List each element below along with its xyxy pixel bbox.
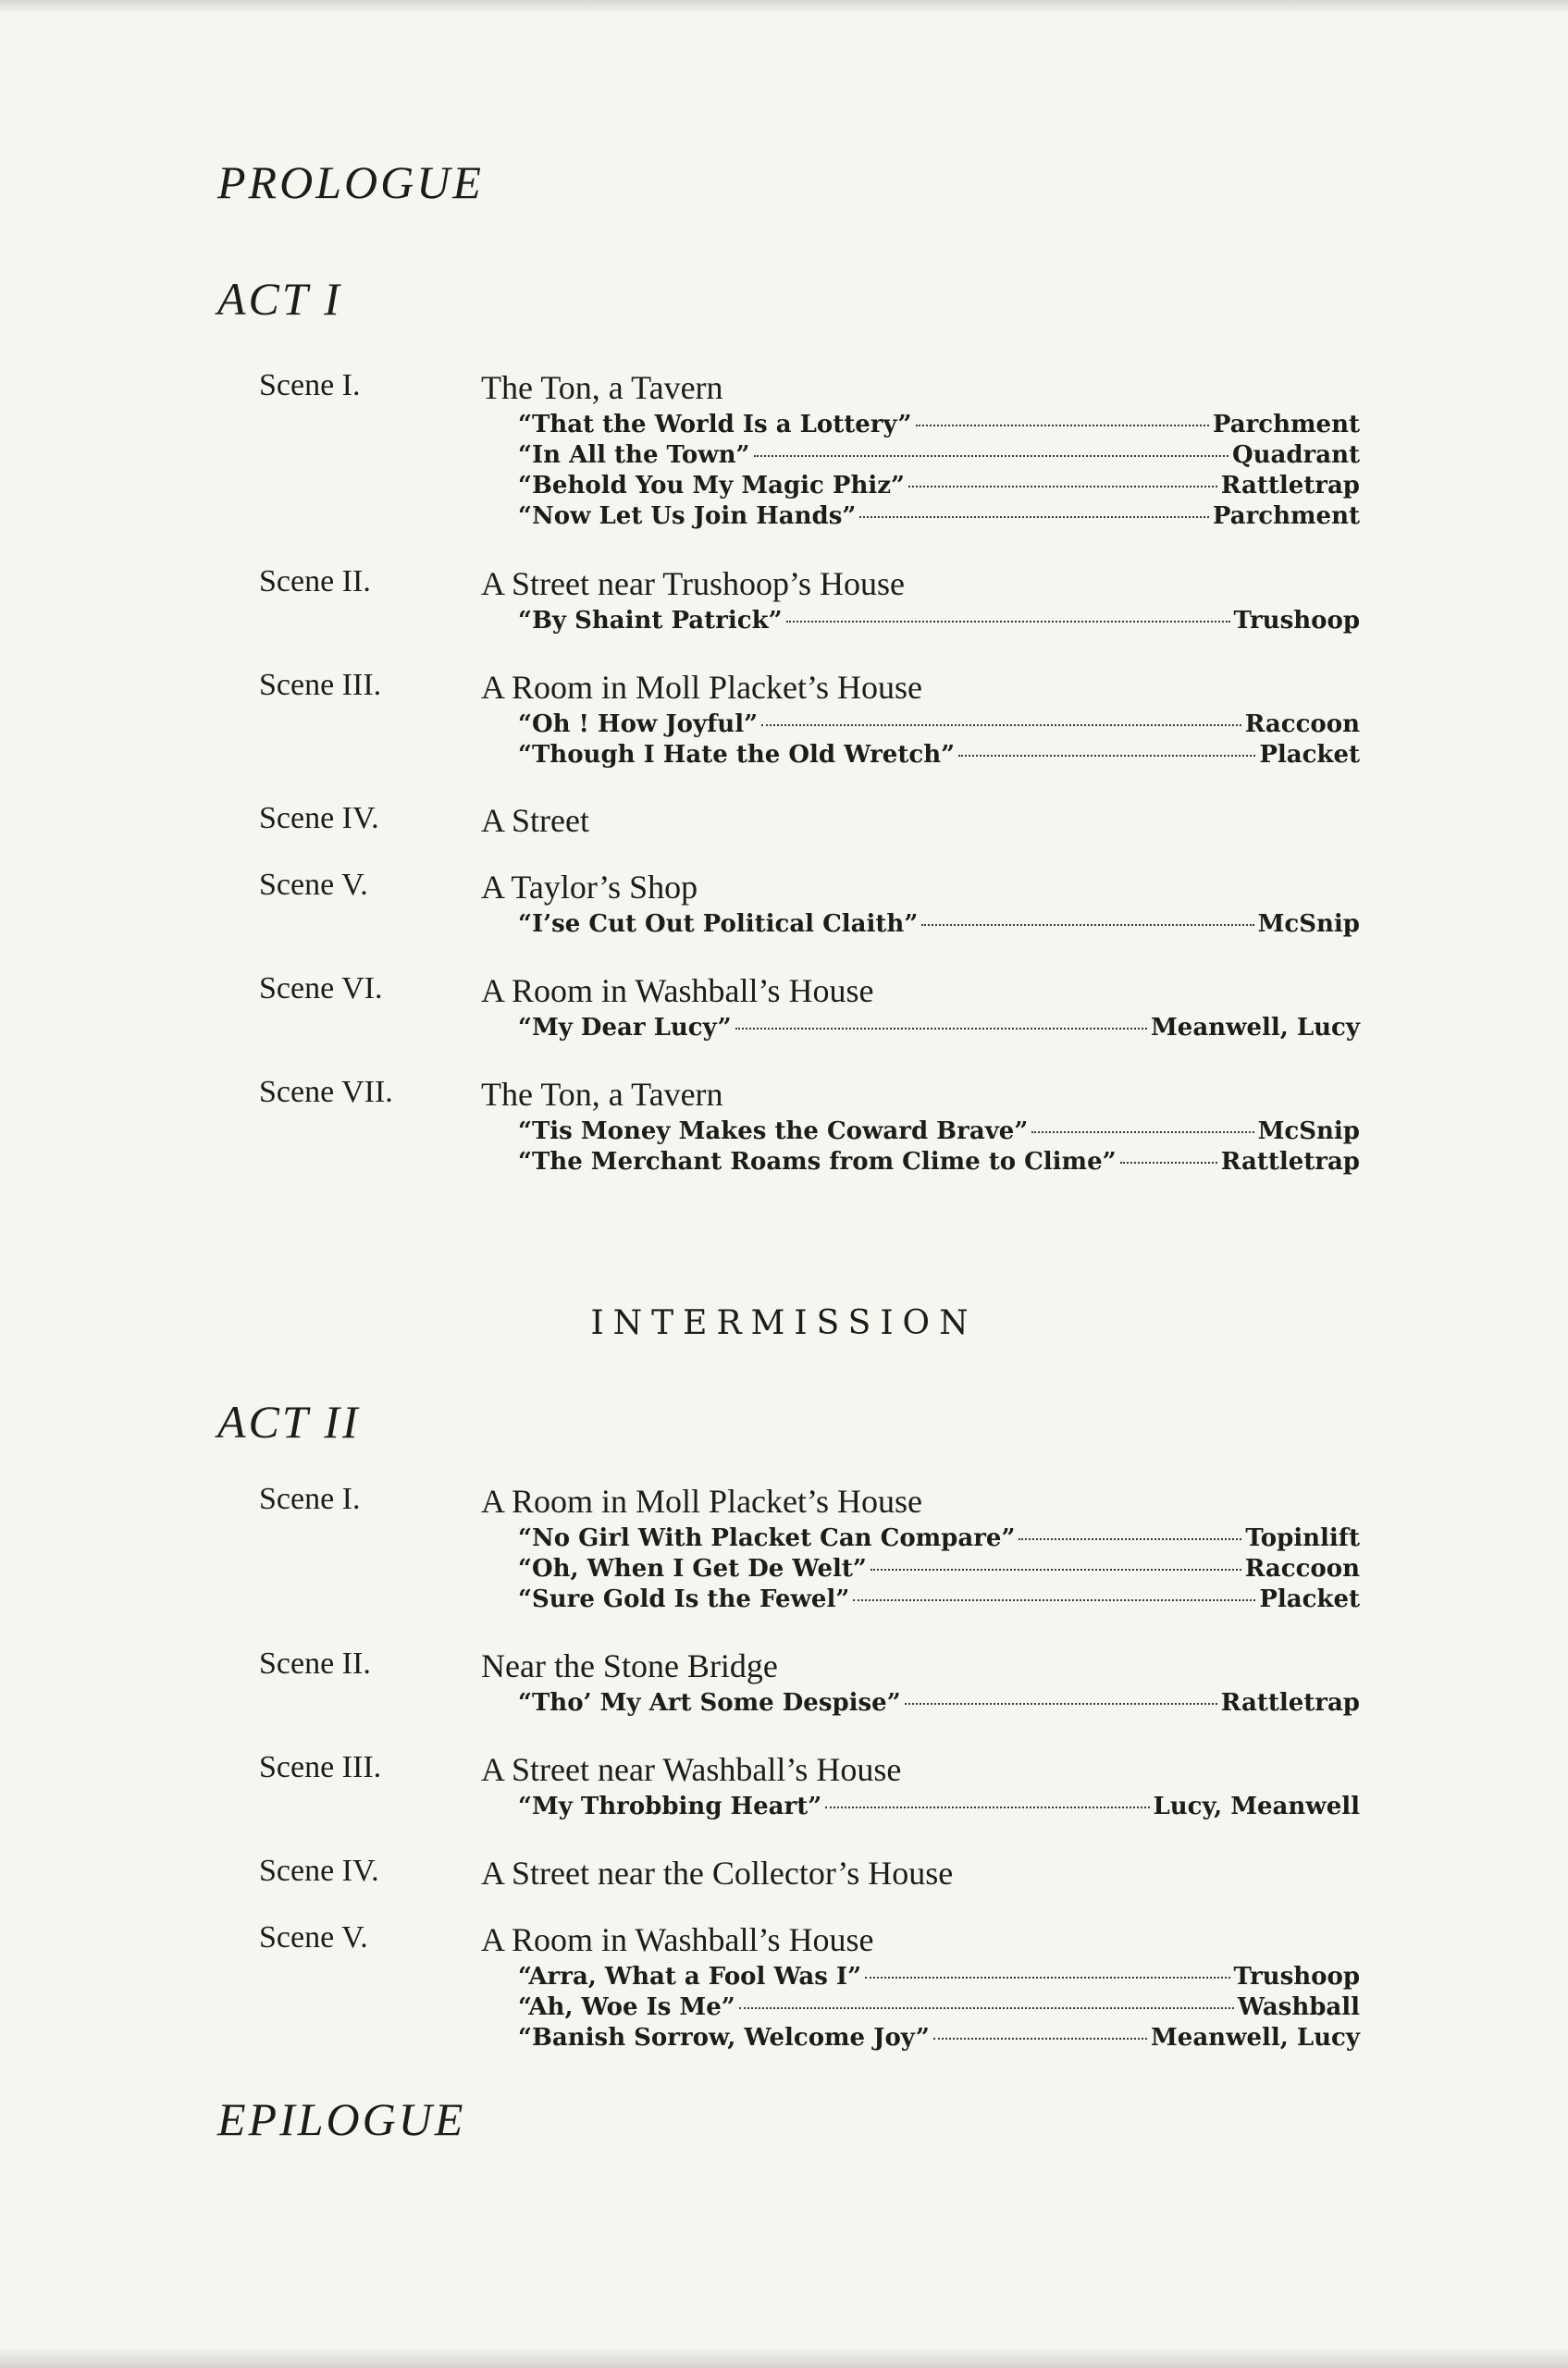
song-line	[518, 710, 1360, 741]
song-character: Trushoop	[1233, 607, 1360, 635]
dot-leader	[825, 1807, 1149, 1808]
act-2-heading: ACT II	[217, 1396, 361, 1448]
song-character: Placket	[1259, 741, 1360, 769]
song-list	[518, 1117, 1360, 1178]
song-title: “Tis Money Makes the Coward Brave”	[518, 1117, 1029, 1145]
scene-label: Scene I.	[259, 1482, 361, 1516]
scene-title: A Street near Washball’s House	[481, 1751, 902, 1788]
scene-header	[259, 971, 1360, 1014]
song-line	[518, 1014, 1360, 1044]
scene-label: Scene V.	[259, 868, 368, 902]
song-character: Parchment	[1212, 411, 1360, 438]
page-top-edge	[0, 0, 1568, 13]
song-character: Placket	[1259, 1585, 1360, 1613]
song-character: Meanwell, Lucy	[1151, 2024, 1360, 2052]
song-title: “Ah, Woe Is Me”	[518, 1993, 735, 2021]
dot-leader	[1019, 1538, 1241, 1540]
song-line	[518, 741, 1360, 771]
scene-block	[259, 1854, 1360, 1896]
song-title: “I’se Cut Out Political Claith”	[518, 910, 919, 938]
scene-block	[259, 564, 1360, 637]
song-character: Washball	[1237, 1993, 1360, 2021]
dot-leader	[739, 2007, 1234, 2009]
song-line	[518, 1117, 1360, 1148]
song-list	[518, 1014, 1360, 1044]
song-line	[518, 2024, 1360, 2054]
song-list	[518, 607, 1360, 637]
song-line	[518, 1555, 1360, 1585]
scene-header	[259, 1482, 1360, 1524]
act-1-heading: ACT I	[217, 273, 342, 325]
scene-block	[259, 1750, 1360, 1823]
scene-label: Scene IV.	[259, 1854, 379, 1888]
song-title: “Sure Gold Is the Fewel”	[518, 1585, 850, 1613]
scene-block	[259, 801, 1360, 844]
scene-title: A Room in Washball’s House	[481, 1921, 874, 1958]
song-character: Trushoop	[1233, 1963, 1360, 1991]
dot-leader	[908, 486, 1217, 487]
scene-title: The Ton, a Tavern	[481, 369, 723, 406]
song-line	[518, 1963, 1360, 1993]
dot-leader	[870, 1569, 1241, 1571]
song-list	[518, 1793, 1360, 1823]
dot-leader	[853, 1599, 1255, 1601]
song-list	[518, 910, 1360, 941]
song-character: Rattletrap	[1220, 1148, 1360, 1176]
song-character: Raccoon	[1244, 710, 1360, 738]
song-title: “In All the Town”	[518, 441, 750, 469]
song-list	[518, 1689, 1360, 1720]
dot-leader	[761, 724, 1241, 726]
scene-label: Scene II.	[259, 564, 371, 598]
page-bottom-edge	[0, 2348, 1568, 2368]
song-line	[518, 472, 1360, 502]
dot-leader	[916, 425, 1209, 426]
song-title: “Though I Hate the Old Wretch”	[518, 741, 956, 769]
scene-header	[259, 1075, 1360, 1117]
song-title: “Oh, When I Get De Welt”	[518, 1555, 867, 1583]
song-line	[518, 910, 1360, 941]
song-line	[518, 1148, 1360, 1178]
intermission-heading: INTERMISSION	[590, 1304, 978, 1342]
song-line	[518, 441, 1360, 472]
song-character: McSnip	[1257, 910, 1360, 938]
scene-block	[259, 1075, 1360, 1178]
scene-title: A Room in Moll Placket’s House	[481, 1483, 922, 1520]
song-line	[518, 502, 1360, 533]
song-character: Quadrant	[1231, 441, 1360, 469]
scene-title: Near the Stone Bridge	[481, 1647, 778, 1684]
song-character: Rattletrap	[1220, 472, 1360, 500]
song-title: “My Throbbing Heart”	[518, 1793, 822, 1820]
scene-title: A Street	[481, 802, 589, 839]
song-title: “Behold You My Magic Phiz”	[518, 472, 905, 500]
scene-title: The Ton, a Tavern	[481, 1076, 723, 1113]
scene-label: Scene III.	[259, 668, 382, 702]
dot-leader	[1120, 1162, 1217, 1164]
song-character: Lucy, Meanwell	[1153, 1793, 1360, 1820]
dot-leader	[735, 1028, 1147, 1030]
song-title: “The Merchant Roams from Clime to Clime”	[518, 1148, 1117, 1176]
prologue-heading: PROLOGUE	[217, 156, 484, 208]
song-title: “That the World Is a Lottery”	[518, 411, 912, 438]
scene-title: A Room in Washball’s House	[481, 972, 874, 1009]
dot-leader	[865, 1977, 1229, 1979]
song-character: Parchment	[1212, 502, 1360, 530]
dot-leader	[921, 924, 1253, 926]
scene-label: Scene VI.	[259, 971, 383, 1005]
scene-block	[259, 368, 1360, 533]
song-line	[518, 1793, 1360, 1823]
song-title: “Tho’ My Art Some Despise”	[518, 1689, 901, 1717]
song-character: Raccoon	[1244, 1555, 1360, 1583]
song-list	[518, 1524, 1360, 1616]
song-title: “Banish Sorrow, Welcome Joy”	[518, 2024, 930, 2052]
dot-leader	[754, 455, 1228, 457]
dot-leader	[1031, 1131, 1253, 1133]
song-list	[518, 411, 1360, 533]
song-line	[518, 1689, 1360, 1720]
song-character: McSnip	[1257, 1117, 1360, 1145]
song-title: “By Shaint Patrick”	[518, 607, 783, 635]
song-character: Rattletrap	[1220, 1689, 1360, 1717]
scene-header	[259, 668, 1360, 710]
dot-leader	[786, 621, 1230, 623]
scene-title: A Street near the Collector’s House	[481, 1855, 954, 1892]
scene-label: Scene III.	[259, 1750, 382, 1784]
song-line	[518, 1993, 1360, 2024]
scene-title: A Street near Trushoop’s House	[481, 565, 905, 602]
dot-leader	[905, 1703, 1217, 1705]
scene-label: Scene VII.	[259, 1075, 393, 1109]
scene-header	[259, 368, 1360, 411]
scene-block	[259, 668, 1360, 771]
scene-header	[259, 868, 1360, 910]
scene-label: Scene IV.	[259, 801, 379, 835]
scene-title: A Room in Moll Placket’s House	[481, 669, 922, 706]
dot-leader	[933, 2038, 1147, 2040]
scene-header	[259, 1750, 1360, 1793]
song-title: “Now Let Us Join Hands”	[518, 502, 857, 530]
song-character: Meanwell, Lucy	[1151, 1014, 1360, 1042]
song-line	[518, 1585, 1360, 1616]
song-line	[518, 607, 1360, 637]
scene-label: Scene II.	[259, 1646, 371, 1681]
scene-block	[259, 971, 1360, 1044]
scene-header	[259, 564, 1360, 607]
scene-label: Scene V.	[259, 1920, 368, 1955]
song-list	[518, 1963, 1360, 2054]
dot-leader	[958, 755, 1255, 757]
song-character: Topinlift	[1245, 1524, 1360, 1552]
scene-label: Scene I.	[259, 368, 361, 402]
scene-block	[259, 1482, 1360, 1616]
scene-block	[259, 868, 1360, 941]
song-title: “Oh ! How Joyful”	[518, 710, 759, 738]
scene-title: A Taylor’s Shop	[481, 869, 698, 906]
epilogue-heading: EPILOGUE	[217, 2093, 466, 2145]
scene-block	[259, 1920, 1360, 2054]
song-title: “Arra, What a Fool Was I”	[518, 1963, 862, 1991]
scene-header	[259, 1646, 1360, 1689]
song-line	[518, 1524, 1360, 1555]
dot-leader	[859, 516, 1209, 518]
scene-header	[259, 801, 1360, 844]
scene-header	[259, 1854, 1360, 1896]
scene-header	[259, 1920, 1360, 1963]
song-title: “No Girl With Placket Can Compare”	[518, 1524, 1016, 1552]
song-line	[518, 411, 1360, 441]
song-list	[518, 710, 1360, 771]
scene-block	[259, 1646, 1360, 1720]
song-title: “My Dear Lucy”	[518, 1014, 732, 1042]
